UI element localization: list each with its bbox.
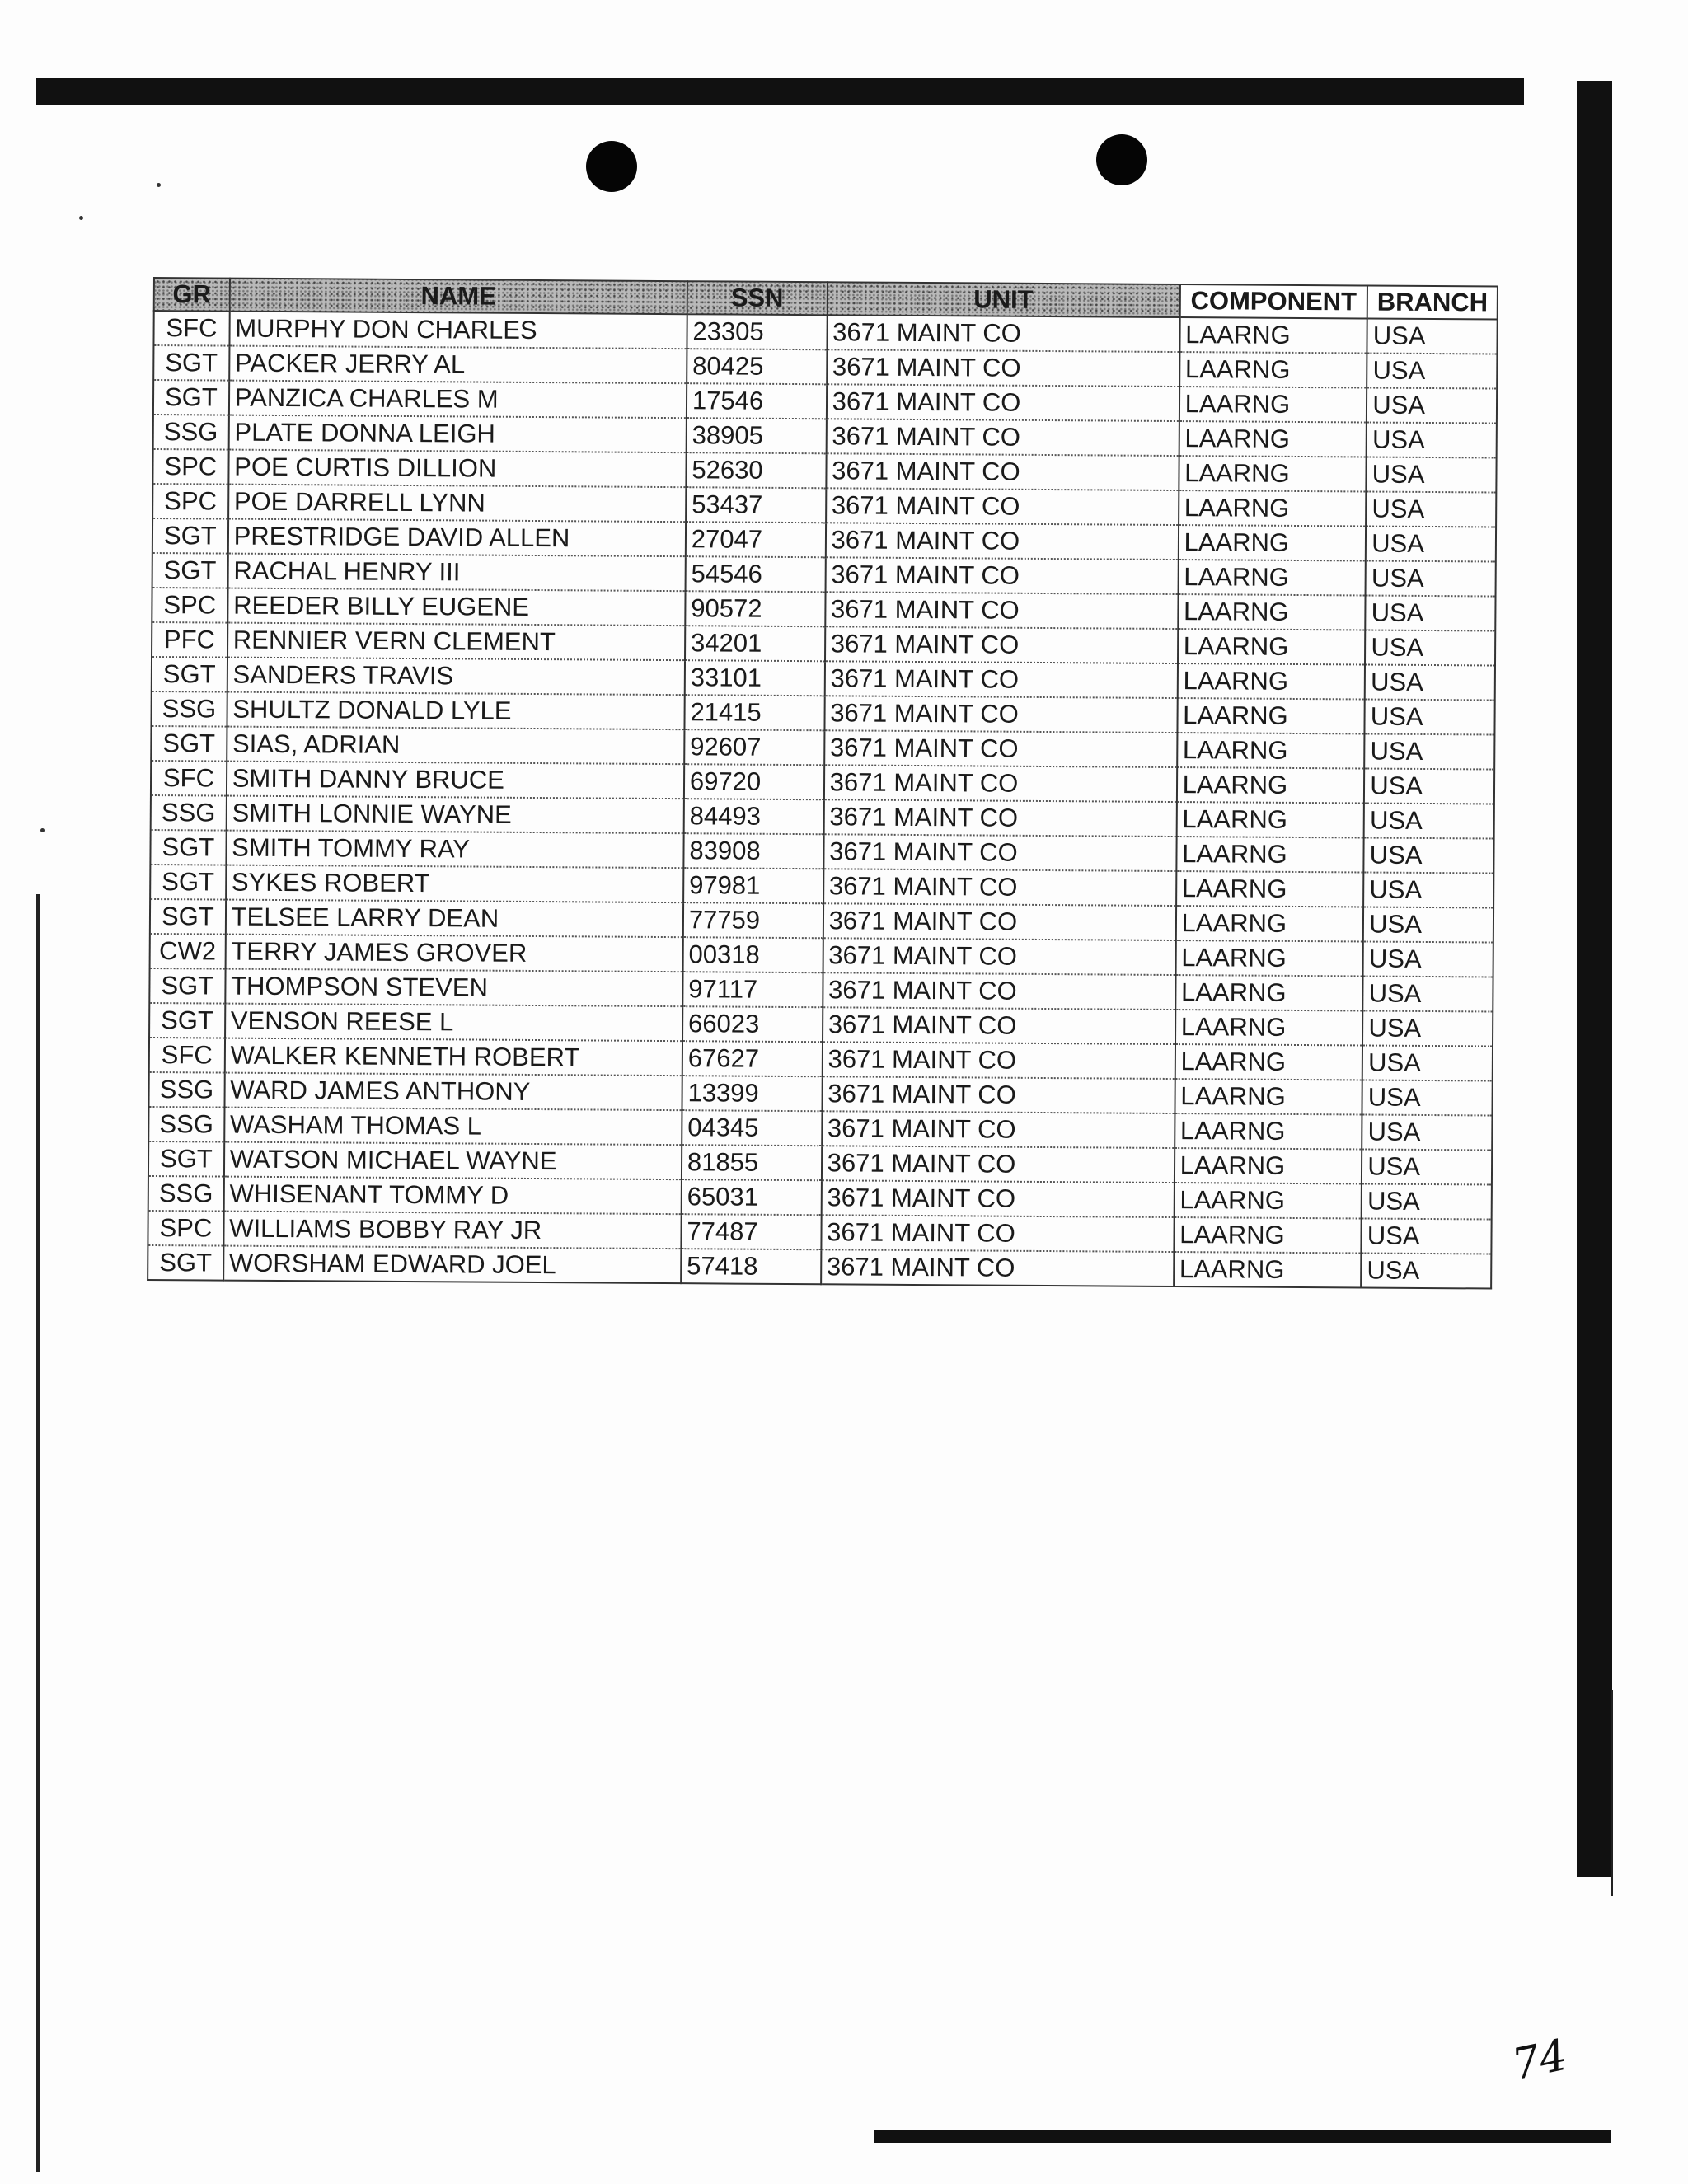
cell-name: MURPHY DON CHARLES bbox=[229, 312, 687, 349]
cell-grade: SSG bbox=[151, 691, 227, 727]
cell-grade: SFC bbox=[149, 1038, 225, 1073]
cell-ssn: 38905 bbox=[687, 418, 827, 453]
cell-unit: 3671 MAINT CO bbox=[827, 384, 1179, 421]
cell-component: LAARNG bbox=[1177, 767, 1365, 803]
cell-branch: USA bbox=[1364, 769, 1494, 804]
cell-name: RENNIER VERN CLEMENT bbox=[227, 623, 685, 661]
cell-branch: USA bbox=[1364, 837, 1494, 873]
cell-branch: USA bbox=[1363, 872, 1493, 907]
cell-component: LAARNG bbox=[1179, 421, 1367, 457]
cell-name: PACKER JERRY AL bbox=[229, 346, 687, 384]
cell-branch: USA bbox=[1362, 1218, 1492, 1254]
cell-unit: 3671 MAINT CO bbox=[826, 488, 1179, 525]
cell-ssn: 21415 bbox=[684, 695, 824, 730]
cell-name: POE CURTIS DILLION bbox=[228, 450, 686, 488]
cell-grade: SGT bbox=[148, 1245, 223, 1281]
cell-name: SMITH DANNY BRUCE bbox=[227, 762, 684, 799]
header-ssn: SSN bbox=[687, 281, 828, 315]
cell-ssn: 65031 bbox=[682, 1179, 822, 1215]
header-component: COMPONENT bbox=[1179, 284, 1367, 318]
cell-ssn: 04345 bbox=[682, 1110, 822, 1146]
cell-ssn: 90572 bbox=[685, 591, 825, 626]
cell-unit: 3671 MAINT CO bbox=[823, 869, 1176, 906]
cell-grade: SGT bbox=[148, 1141, 224, 1177]
cell-branch: USA bbox=[1367, 457, 1497, 493]
cell-component: LAARNG bbox=[1175, 1079, 1362, 1114]
cell-grade: SGT bbox=[152, 553, 228, 588]
cell-component: LAARNG bbox=[1179, 456, 1367, 491]
cell-grade: SPC bbox=[148, 1211, 223, 1246]
cell-grade: SGT bbox=[152, 518, 228, 554]
cell-ssn: 97981 bbox=[683, 868, 823, 903]
cell-grade: SGT bbox=[151, 726, 227, 762]
header-branch: BRANCH bbox=[1367, 286, 1498, 320]
cell-name: RACHAL HENRY III bbox=[227, 554, 685, 592]
cell-branch: USA bbox=[1367, 388, 1497, 424]
scan-edge-top bbox=[36, 78, 1524, 105]
cell-grade: SFC bbox=[151, 761, 227, 796]
cell-unit: 3671 MAINT CO bbox=[826, 419, 1179, 456]
cell-branch: USA bbox=[1366, 561, 1496, 597]
cell-branch: USA bbox=[1362, 1045, 1493, 1080]
cell-component: LAARNG bbox=[1179, 490, 1367, 526]
cell-name: WILLIAMS BOBBY RAY JR bbox=[223, 1212, 681, 1249]
cell-ssn: 33101 bbox=[685, 660, 825, 696]
cell-branch: USA bbox=[1361, 1253, 1491, 1288]
cell-unit: 3671 MAINT CO bbox=[821, 1215, 1174, 1252]
cell-ssn: 54546 bbox=[685, 556, 825, 592]
cell-unit: 3671 MAINT CO bbox=[822, 1042, 1175, 1079]
cell-unit: 3671 MAINT CO bbox=[825, 523, 1178, 560]
punch-hole-left bbox=[586, 141, 637, 192]
cell-name: VENSON REESE L bbox=[225, 1004, 682, 1042]
cell-component: LAARNG bbox=[1178, 560, 1366, 595]
cell-unit: 3671 MAINT CO bbox=[823, 834, 1176, 871]
cell-unit: 3671 MAINT CO bbox=[823, 972, 1175, 1010]
cell-ssn: 52630 bbox=[686, 452, 826, 488]
cell-ssn: 27047 bbox=[686, 522, 826, 557]
cell-branch: USA bbox=[1366, 527, 1496, 562]
cell-component: LAARNG bbox=[1175, 940, 1363, 976]
cell-component: LAARNG bbox=[1175, 906, 1363, 941]
cell-branch: USA bbox=[1365, 700, 1495, 735]
cell-grade: SGT bbox=[149, 1003, 225, 1038]
cell-name: TELSEE LARRY DEAN bbox=[226, 900, 683, 938]
cell-component: LAARNG bbox=[1178, 525, 1366, 560]
cell-component: LAARNG bbox=[1174, 1252, 1362, 1287]
cell-name: SYKES ROBERT bbox=[226, 865, 683, 903]
cell-grade: SSG bbox=[148, 1107, 224, 1142]
cell-component: LAARNG bbox=[1175, 1010, 1363, 1045]
cell-name: WALKER KENNETH ROBERT bbox=[224, 1038, 682, 1076]
cell-component: LAARNG bbox=[1175, 1044, 1362, 1080]
cell-unit: 3671 MAINT CO bbox=[823, 1007, 1175, 1044]
cell-unit: 3671 MAINT CO bbox=[825, 592, 1178, 629]
cell-unit: 3671 MAINT CO bbox=[826, 453, 1179, 490]
cell-grade: SPC bbox=[152, 484, 228, 519]
cell-branch: USA bbox=[1367, 354, 1497, 389]
cell-ssn: 13399 bbox=[682, 1076, 822, 1111]
cell-grade: SPC bbox=[152, 449, 228, 485]
cell-branch: USA bbox=[1365, 630, 1495, 666]
cell-name: REEDER BILLY EUGENE bbox=[227, 588, 685, 626]
personnel-roster-table bbox=[147, 277, 1498, 1290]
cell-unit: 3671 MAINT CO bbox=[822, 1111, 1175, 1148]
cell-name: SHULTZ DONALD LYLE bbox=[227, 692, 684, 730]
cell-name: WHISENANT TOMMY D bbox=[223, 1177, 681, 1215]
cell-branch: USA bbox=[1362, 1080, 1493, 1115]
cell-ssn: 92607 bbox=[684, 729, 824, 765]
cell-component: LAARNG bbox=[1174, 1217, 1362, 1253]
cell-ssn: 53437 bbox=[686, 487, 826, 523]
cell-component: LAARNG bbox=[1177, 733, 1365, 768]
scan-edge-right bbox=[1577, 81, 1612, 1877]
handwritten-page-number: 74 bbox=[1507, 2030, 1572, 2091]
header-unit: UNIT bbox=[827, 282, 1179, 317]
cell-grade: SGT bbox=[150, 830, 226, 865]
cell-grade: SSG bbox=[148, 1072, 224, 1108]
cell-name: SIAS, ADRIAN bbox=[227, 727, 684, 765]
cell-ssn: 23305 bbox=[687, 314, 827, 349]
cell-branch: USA bbox=[1365, 665, 1495, 701]
header-grade: GR bbox=[154, 278, 230, 312]
punch-hole-right bbox=[1096, 134, 1147, 185]
cell-component: LAARNG bbox=[1179, 387, 1367, 422]
cell-grade: SPC bbox=[152, 588, 227, 623]
cell-branch: USA bbox=[1364, 734, 1494, 770]
cell-unit: 3671 MAINT CO bbox=[823, 799, 1176, 837]
cell-component: LAARNG bbox=[1176, 802, 1364, 837]
cell-name: PRESTRIDGE DAVID ALLEN bbox=[228, 519, 686, 557]
cell-ssn: 00318 bbox=[682, 937, 823, 972]
cell-ssn: 97117 bbox=[682, 972, 823, 1007]
scan-speck bbox=[79, 216, 83, 220]
cell-ssn: 80425 bbox=[687, 349, 827, 384]
cell-component: LAARNG bbox=[1177, 698, 1365, 733]
cell-unit: 3671 MAINT CO bbox=[823, 938, 1175, 975]
cell-unit: 3671 MAINT CO bbox=[824, 661, 1177, 698]
cell-ssn: 67627 bbox=[682, 1041, 823, 1076]
cell-component: LAARNG bbox=[1178, 629, 1366, 664]
scan-edge-right-line bbox=[1611, 1690, 1613, 1896]
cell-unit: 3671 MAINT CO bbox=[823, 903, 1175, 940]
cell-unit: 3671 MAINT CO bbox=[824, 730, 1177, 767]
cell-unit: 3671 MAINT CO bbox=[822, 1076, 1175, 1113]
cell-branch: USA bbox=[1362, 1114, 1492, 1150]
cell-branch: USA bbox=[1367, 423, 1497, 458]
cell-branch: USA bbox=[1362, 1010, 1493, 1046]
cell-unit: 3671 MAINT CO bbox=[822, 1146, 1175, 1183]
cell-unit: 3671 MAINT CO bbox=[821, 1249, 1174, 1286]
scan-edge-left bbox=[36, 894, 40, 2172]
cell-component: LAARNG bbox=[1175, 1148, 1362, 1183]
cell-unit: 3671 MAINT CO bbox=[827, 349, 1179, 387]
cell-branch: USA bbox=[1362, 1149, 1492, 1184]
cell-name: POE DARRELL LYNN bbox=[228, 485, 686, 523]
cell-unit: 3671 MAINT CO bbox=[824, 765, 1177, 802]
cell-component: LAARNG bbox=[1176, 871, 1364, 907]
cell-ssn: 17546 bbox=[687, 383, 827, 419]
cell-ssn: 84493 bbox=[684, 799, 824, 834]
cell-branch: USA bbox=[1363, 941, 1493, 977]
cell-branch: USA bbox=[1367, 319, 1498, 354]
cell-name: WASHAM THOMAS L bbox=[224, 1108, 682, 1146]
cell-ssn: 83908 bbox=[683, 833, 823, 869]
cell-unit: 3671 MAINT CO bbox=[821, 1180, 1174, 1217]
cell-branch: USA bbox=[1366, 596, 1496, 631]
cell-component: LAARNG bbox=[1179, 352, 1367, 387]
cell-component: LAARNG bbox=[1178, 594, 1366, 630]
cell-ssn: 34201 bbox=[685, 626, 825, 661]
cell-ssn: 69720 bbox=[684, 764, 824, 799]
scan-edge-bottom bbox=[874, 2130, 1611, 2143]
cell-component: LAARNG bbox=[1176, 837, 1364, 872]
cell-ssn: 66023 bbox=[682, 1006, 823, 1042]
cell-component: LAARNG bbox=[1179, 317, 1367, 353]
table-body bbox=[148, 311, 1498, 1289]
cell-unit: 3671 MAINT CO bbox=[827, 315, 1179, 352]
cell-name: WORSHAM EDWARD JOEL bbox=[223, 1246, 681, 1284]
cell-grade: SSG bbox=[151, 795, 227, 831]
cell-grade: SGT bbox=[153, 345, 229, 381]
cell-component: LAARNG bbox=[1174, 1183, 1362, 1218]
cell-name: PLATE DONNA LEIGH bbox=[228, 415, 686, 453]
cell-grade: SGT bbox=[149, 968, 225, 1004]
scan-speck bbox=[157, 183, 161, 187]
cell-component: LAARNG bbox=[1175, 1113, 1362, 1149]
cell-name: WARD JAMES ANTHONY bbox=[224, 1073, 682, 1111]
cell-grade: CW2 bbox=[150, 934, 226, 969]
header-name: NAME bbox=[229, 279, 687, 315]
cell-unit: 3671 MAINT CO bbox=[824, 696, 1177, 733]
cell-unit: 3671 MAINT CO bbox=[825, 626, 1178, 663]
cell-name: PANZICA CHARLES M bbox=[229, 381, 687, 419]
cell-branch: USA bbox=[1363, 907, 1493, 942]
cell-component: LAARNG bbox=[1177, 663, 1365, 699]
cell-ssn: 57418 bbox=[681, 1249, 821, 1284]
cell-name: SMITH LONNIE WAYNE bbox=[226, 796, 683, 834]
cell-grade: SGT bbox=[153, 380, 229, 415]
cell-name: SANDERS TRAVIS bbox=[227, 658, 684, 696]
cell-ssn: 81855 bbox=[682, 1145, 822, 1180]
cell-branch: USA bbox=[1364, 804, 1494, 839]
cell-branch: USA bbox=[1363, 976, 1493, 1011]
cell-grade: SFC bbox=[153, 311, 229, 346]
cell-ssn: 77487 bbox=[681, 1214, 821, 1249]
cell-name: WATSON MICHAEL WAYNE bbox=[224, 1142, 682, 1180]
cell-grade: SGT bbox=[150, 899, 226, 935]
cell-grade: SGT bbox=[150, 865, 226, 900]
cell-component: LAARNG bbox=[1175, 975, 1363, 1010]
cell-name: SMITH TOMMY RAY bbox=[226, 831, 683, 869]
cell-grade: SGT bbox=[152, 657, 227, 692]
cell-grade: PFC bbox=[152, 622, 227, 658]
cell-branch: USA bbox=[1366, 492, 1496, 527]
cell-branch: USA bbox=[1362, 1183, 1492, 1219]
cell-unit: 3671 MAINT CO bbox=[825, 557, 1178, 594]
cell-ssn: 77759 bbox=[683, 902, 823, 938]
cell-grade: SSG bbox=[153, 415, 229, 450]
cell-grade: SSG bbox=[148, 1176, 224, 1212]
cell-name: THOMPSON STEVEN bbox=[225, 969, 682, 1007]
cell-name: TERRY JAMES GROVER bbox=[225, 935, 682, 972]
scan-speck bbox=[40, 828, 45, 832]
